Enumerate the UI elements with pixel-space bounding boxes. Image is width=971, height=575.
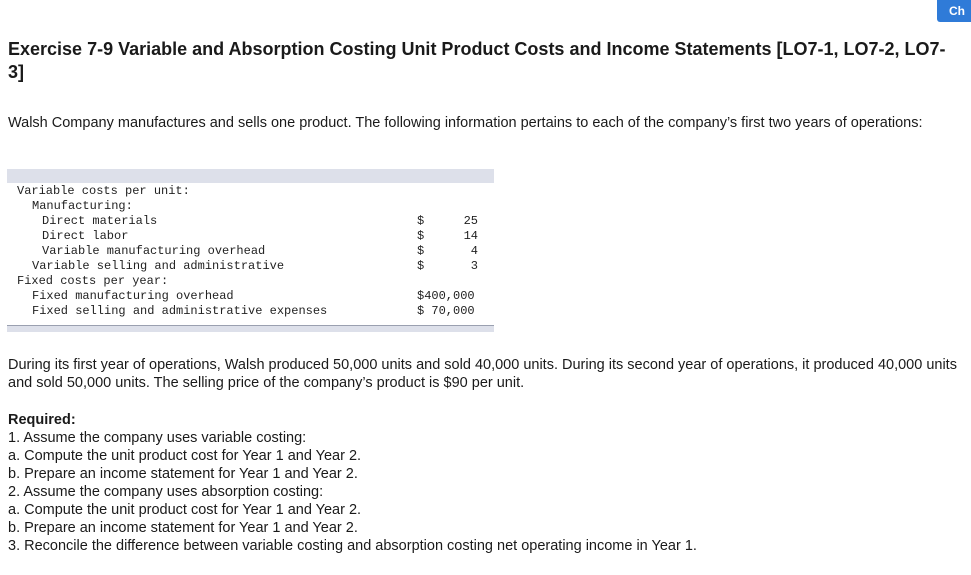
table-row bbox=[7, 184, 494, 199]
table-row bbox=[7, 259, 494, 274]
required-item: b. Prepare an income statement for Year 1 and Year 2. bbox=[8, 466, 358, 482]
table-row bbox=[7, 214, 494, 229]
required-section bbox=[8, 411, 958, 555]
fixed-overhead-value: $400,000 bbox=[417, 289, 475, 303]
required-item: a. Compute the unit product cost for Year 1 and Year 2. bbox=[8, 502, 362, 518]
fixed-selling-value: $ 70,000 bbox=[417, 304, 475, 318]
direct-labor-label: Direct labor bbox=[42, 229, 129, 243]
operations-paragraph: During its first year of operations, Walsh produced 50,000 units and sold 40,000 units. During its second year of operations, it produced 40,000 units and sold 50,000 units. The selling price of the company’s product is $90 per unit. bbox=[8, 357, 957, 391]
required-item: 3. Reconcile the difference between variable costing and absorption costing net operating income in Year 1. bbox=[8, 538, 697, 554]
table-row bbox=[7, 289, 494, 304]
currency-sign: $ bbox=[417, 229, 425, 243]
required-item: 1. Assume the company uses variable costing: bbox=[8, 430, 307, 446]
table-row bbox=[7, 244, 494, 259]
currency-sign: $ bbox=[417, 244, 425, 258]
table-row bbox=[7, 304, 494, 319]
currency-sign: $ bbox=[417, 214, 425, 228]
table-divider bbox=[7, 325, 494, 326]
table-row bbox=[7, 229, 494, 244]
currency-sign: $ bbox=[417, 259, 425, 273]
table-row bbox=[7, 274, 494, 289]
variable-overhead-value: 4 bbox=[470, 244, 478, 258]
table-header-bar bbox=[7, 169, 494, 183]
required-item: 2. Assume the company uses absorption costing: bbox=[8, 484, 324, 500]
required-item: b. Prepare an income statement for Year 1 and Year 2. bbox=[8, 520, 358, 536]
table-row bbox=[7, 199, 494, 214]
cost-data-table bbox=[7, 169, 494, 332]
variable-overhead-label: Variable manufacturing overhead bbox=[42, 244, 266, 258]
variable-costs-header: Variable costs per unit: bbox=[17, 184, 190, 198]
variable-selling-label: Variable selling and administrative bbox=[32, 259, 285, 273]
direct-labor-value: 14 bbox=[463, 229, 478, 243]
chapter-tab-button[interactable]: Ch bbox=[937, 0, 971, 22]
intro-paragraph: Walsh Company manufactures and sells one product. The following information pertains to each of the company’s first two years of operations: bbox=[8, 115, 923, 131]
fixed-selling-label: Fixed selling and administrative expenses bbox=[32, 304, 328, 318]
fixed-overhead-label: Fixed manufacturing overhead bbox=[32, 289, 234, 303]
table-footer-bar bbox=[7, 325, 494, 332]
exercise-title: Exercise 7-9 Variable and Absorption Costing Unit Product Costs and Income Statements [LO7-1, LO7-2, LO7-3] bbox=[8, 39, 946, 82]
required-item: a. Compute the unit product cost for Year 1 and Year 2. bbox=[8, 448, 362, 464]
required-header: Required: bbox=[8, 412, 76, 428]
variable-selling-value: 3 bbox=[470, 259, 478, 273]
direct-materials-value: 25 bbox=[463, 214, 478, 228]
fixed-costs-header: Fixed costs per year: bbox=[17, 274, 169, 288]
manufacturing-header: Manufacturing: bbox=[32, 199, 133, 213]
direct-materials-label: Direct materials bbox=[42, 214, 158, 228]
